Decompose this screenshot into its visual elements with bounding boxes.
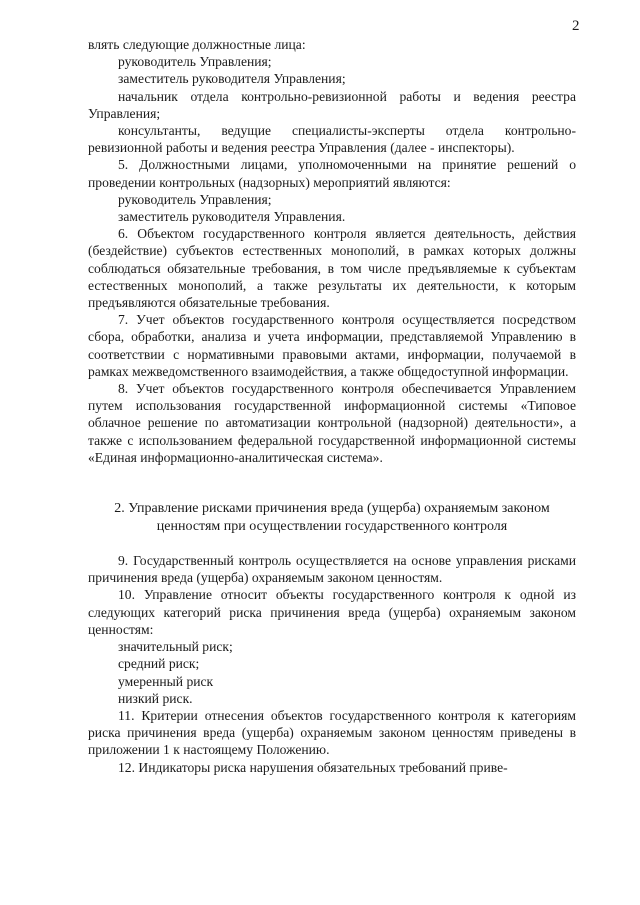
list-item: значительный риск; <box>118 639 233 655</box>
section-heading-line-1: 2. Управление рисками причинения вреда (ущерба) охраняемым законом <box>114 501 550 517</box>
list-item: заместитель руководителя Управления; <box>118 71 346 87</box>
paragraph-10: 10. Управление относит объекты государственного контроля к одной из следующих категорий риска причинения вреда (ущерба) охраняемым законом ценностям: <box>88 587 576 637</box>
paragraph-5: 5. Должностными лицами, уполномоченными на принятие решений о проведении контрольных (надзорных) мероприятий являются: <box>88 157 576 190</box>
paragraph-8: 8. Учет объектов государственного контроля обеспечивается Управлением путем использования государственной информационной системы «Типовое облачное решение по автоматизации контрольной (надзорной) деятельности», а также с использованием федеральной государственной информационной системы «Единая информационно-аналитическая система». <box>88 381 576 465</box>
page-number: 2 <box>572 18 580 34</box>
paragraph-9: 9. Государственный контроль осуществляется на основе управления рисками причинения вреда (ущерба) охраняемым законом ценностям. <box>88 553 576 586</box>
list-item: руководитель Управления; <box>118 191 272 207</box>
paragraph-7: 7. Учет объектов государственного контроля осуществляется посредством сбора, обработки, анализа и учета информации, представляемой Управлению в соответствии с нормативными правовыми актами, информации, получаемой в рамках межведомственного взаимодействия, а также общедоступной информации. <box>88 312 576 379</box>
list-item: консультанты, ведущие специалисты-эксперты отдела контрольно-ревизионной работы и ведения реестра Управления (далее - инспекторы). <box>88 123 576 156</box>
list-item: умеренный риск <box>118 673 214 689</box>
list-item: заместитель руководителя Управления. <box>118 209 346 225</box>
paragraph-continuation: влять следующие должностные лица: <box>88 37 306 52</box>
list-item: руководитель Управления; <box>118 54 272 70</box>
paragraph-6: 6. Объектом государственного контроля является деятельность, действия (бездействие) субъектов естественных монополий, в рамках которых должны соблюдаться обязательные требования, в том числе предъявляемые к субъектам естественных монополий, а также результаты их деятельности, к которым предъявляются обязательные требования. <box>88 226 576 311</box>
paragraph-12: 12. Индикаторы риска нарушения обязательных требований приве- <box>118 759 508 775</box>
list-item: начальник отдела контрольно-ревизионной работы и ведения реестра Управления; <box>88 88 576 121</box>
document-body <box>88 36 576 776</box>
list-item: низкий риск. <box>118 690 193 706</box>
paragraph-11: 11. Критерии отнесения объектов государственного контроля к категориям риска причинения вреда (ущерба) охраняемым законом ценностям приведены в приложении 1 к настоящему Положению. <box>88 707 576 758</box>
section-heading-line-2: ценностям при осуществлении государственного контроля <box>156 519 508 535</box>
list-item: средний риск; <box>118 656 200 672</box>
